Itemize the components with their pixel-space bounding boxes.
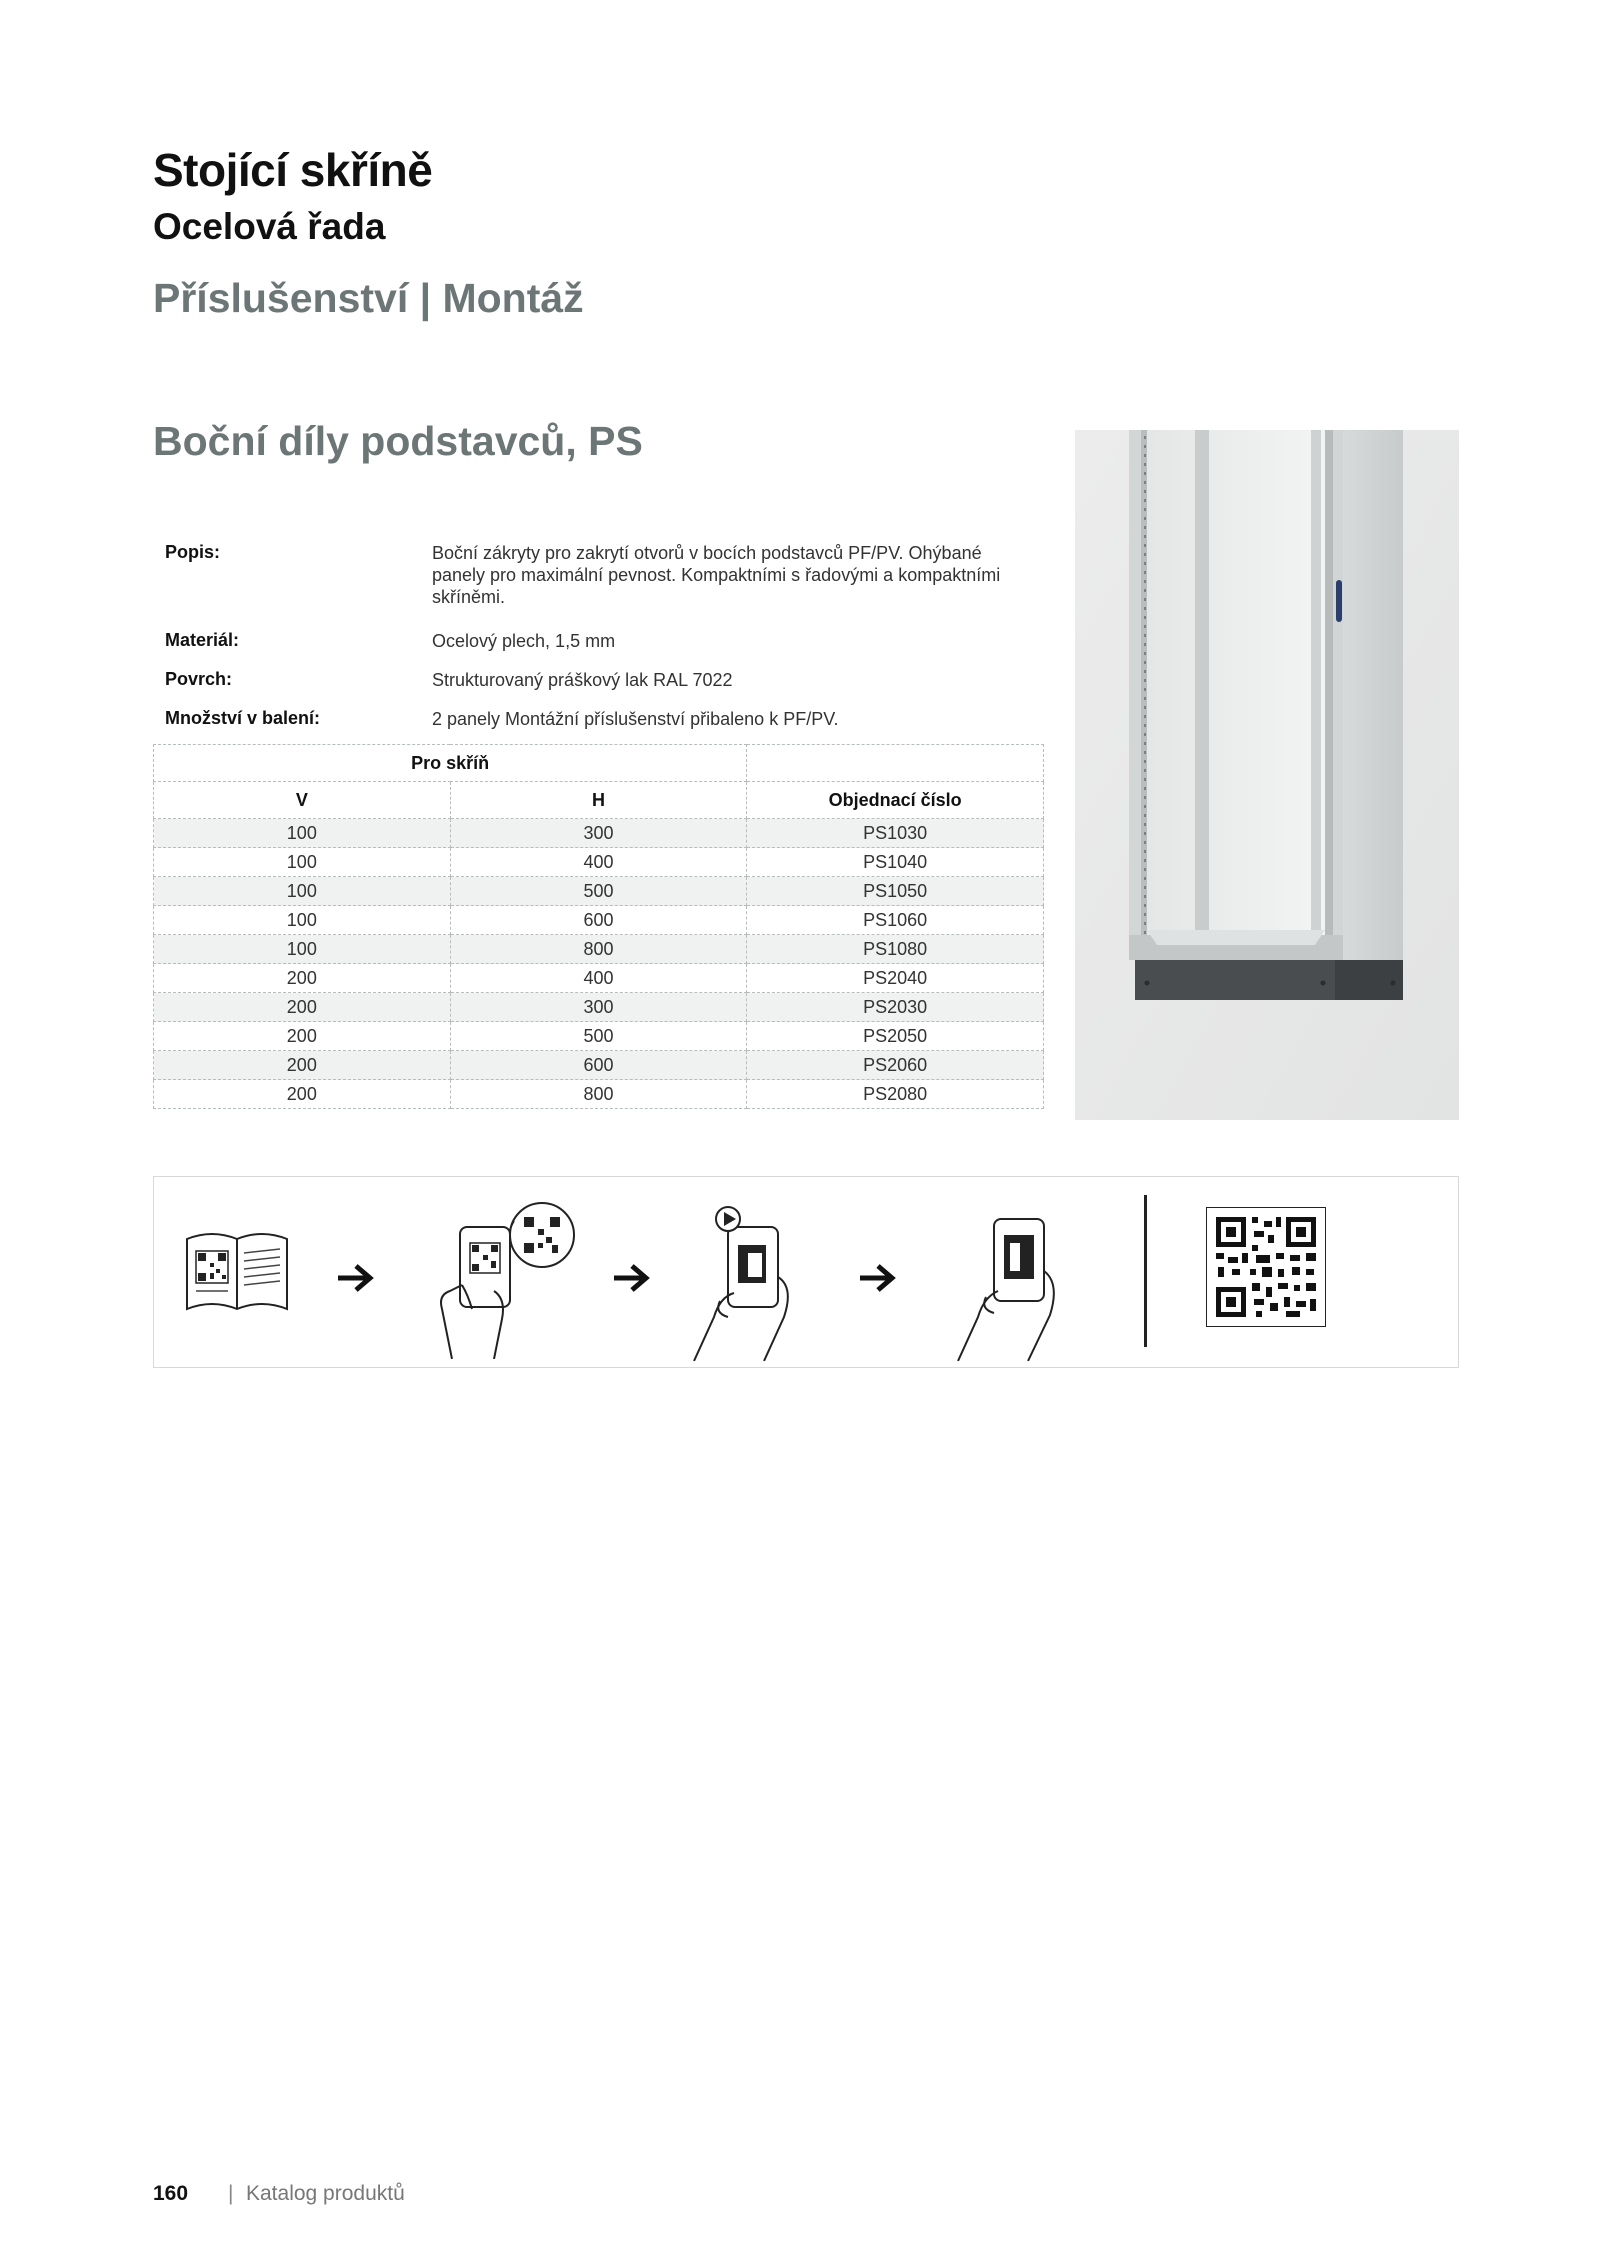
table-row — [154, 819, 1044, 848]
cell-h: 400 — [450, 964, 747, 993]
cell-v: 100 — [154, 877, 451, 906]
qr-code-icon — [1206, 1207, 1326, 1327]
table-row — [154, 935, 1044, 964]
cell-v: 200 — [154, 1080, 451, 1109]
table-row — [154, 877, 1044, 906]
cell-order-number: PS1060 — [747, 906, 1044, 935]
cell-h: 500 — [450, 877, 747, 906]
footer-separator: | — [228, 2182, 234, 2205]
cell-h: 600 — [450, 1051, 747, 1080]
spec-label: Materiál: — [165, 630, 240, 650]
table-row — [154, 993, 1044, 1022]
arrow-right-icon — [612, 1261, 652, 1295]
cell-v: 200 — [154, 964, 451, 993]
phone-playing-video-icon — [684, 1197, 804, 1361]
product-table — [153, 744, 1044, 1109]
spec-label: Množství v balení: — [165, 708, 321, 728]
cell-v: 200 — [154, 1022, 451, 1051]
phone-scanning-qr-icon — [432, 1199, 582, 1359]
spec-value: 2 panely Montážní příslušenství přibaleno k PF/PV. — [432, 709, 839, 729]
spec-value: Ocelový plech, 1,5 mm — [432, 631, 616, 651]
page-number: 160 — [153, 2182, 189, 2205]
table-row — [154, 1051, 1044, 1080]
cell-h: 800 — [450, 1080, 747, 1109]
product-photo — [1075, 430, 1459, 1120]
cell-h: 800 — [450, 935, 747, 964]
cell-order-number: PS1080 — [747, 935, 1044, 964]
spec-label: Popis: — [165, 542, 221, 562]
howto-divider — [1144, 1195, 1147, 1347]
cell-h: 600 — [450, 906, 747, 935]
cell-v: 200 — [154, 993, 451, 1022]
spec-value: Boční zákryty pro zakrytí otvorů v bocích podstavců PF/PV. Ohýbané panely pro maximální pevnost. Kompaktními s řadovými a kompaktními skříněmi. — [432, 543, 1001, 607]
cell-v: 100 — [154, 906, 451, 935]
cell-order-number: PS2050 — [747, 1022, 1044, 1051]
product-name: Boční díly podstavců, PS — [153, 418, 643, 464]
page-title: Stojící skříně — [153, 144, 433, 196]
howto-strip — [153, 1176, 1459, 1368]
cell-v: 100 — [154, 819, 451, 848]
table-row — [154, 906, 1044, 935]
column-header-v: V — [154, 782, 451, 819]
table-row — [154, 848, 1044, 877]
cell-v: 200 — [154, 1051, 451, 1080]
phone-viewing-content-icon — [948, 1197, 1068, 1361]
table-row — [154, 1080, 1044, 1109]
arrow-right-icon — [858, 1261, 898, 1295]
book-with-qr-icon — [182, 1225, 292, 1321]
arrow-right-icon — [336, 1261, 376, 1295]
empty-header-cell — [747, 745, 1044, 782]
cell-h: 400 — [450, 848, 747, 877]
cell-h: 300 — [450, 993, 747, 1022]
cell-order-number: PS1040 — [747, 848, 1044, 877]
table-row — [154, 1022, 1044, 1051]
page-subtitle: Ocelová řada — [153, 206, 386, 247]
table-row — [154, 964, 1044, 993]
catalog-label: Katalog produktů — [246, 2182, 405, 2205]
cell-h: 500 — [450, 1022, 747, 1051]
cell-order-number: PS2040 — [747, 964, 1044, 993]
category-heading: Příslušenství | Montáž — [153, 275, 584, 321]
cell-order-number: PS1050 — [747, 877, 1044, 906]
cell-order-number: PS2030 — [747, 993, 1044, 1022]
cell-order-number: PS2080 — [747, 1080, 1044, 1109]
column-header-order-number: Objednací číslo — [747, 782, 1044, 819]
column-header-h: H — [450, 782, 747, 819]
cell-h: 300 — [450, 819, 747, 848]
cell-v: 100 — [154, 935, 451, 964]
spec-list — [153, 542, 1043, 732]
spec-label: Povrch: — [165, 669, 233, 689]
cell-order-number: PS2060 — [747, 1051, 1044, 1080]
group-header: Pro skříň — [154, 745, 747, 782]
spec-value: Strukturovaný práškový lak RAL 7022 — [432, 670, 733, 690]
cell-order-number: PS1030 — [747, 819, 1044, 848]
cell-v: 100 — [154, 848, 451, 877]
